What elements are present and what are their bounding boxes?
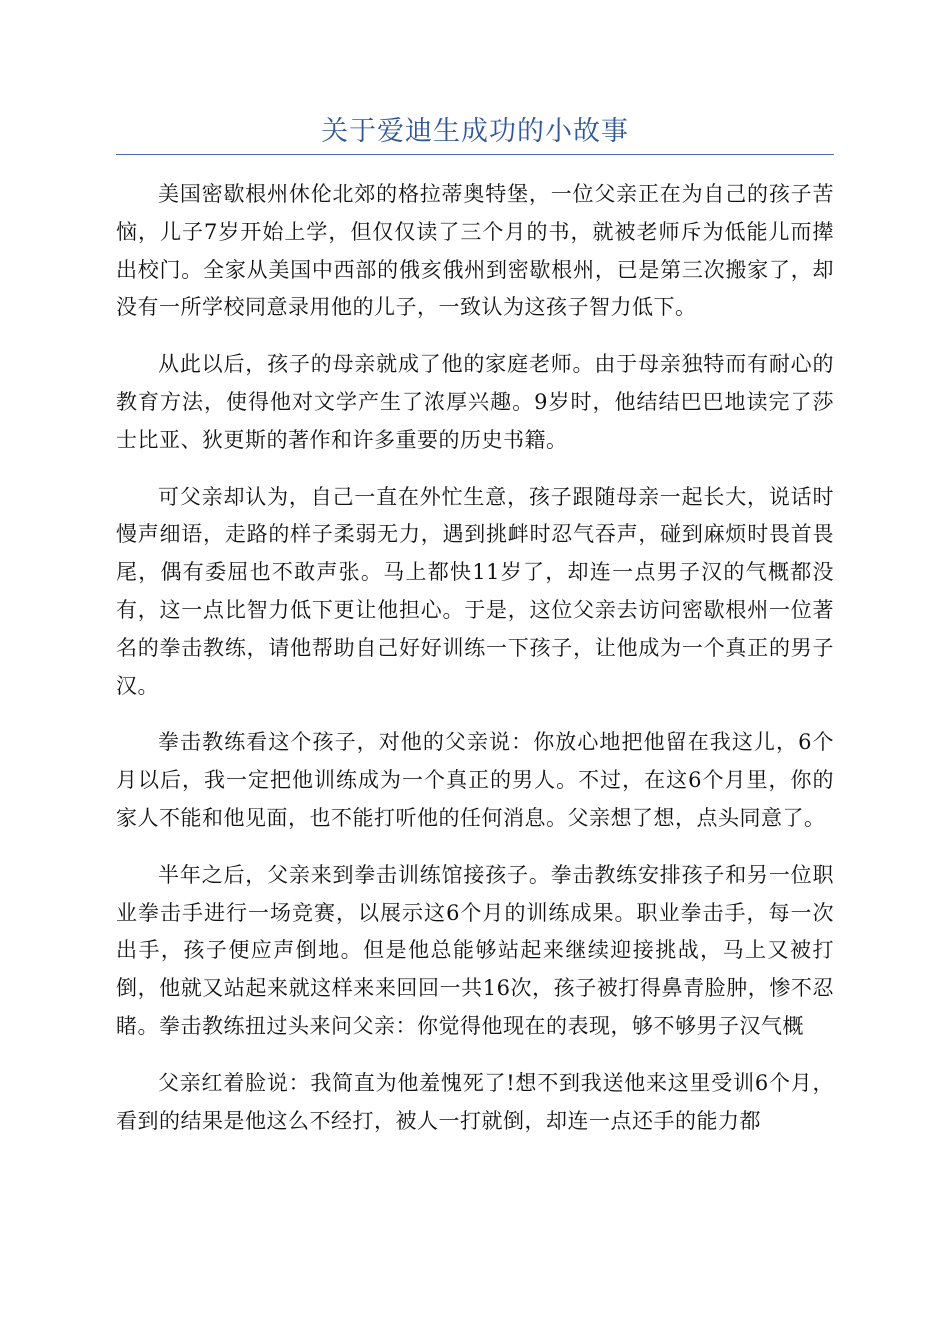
paragraph-4: 拳击教练看这个孩子，对他的父亲说：你放心地把他留在我这儿，6个月以后，我一定把他训练成为一个真正的男人。不过，在这6个月里，你的家人不能和他见面，也不能打听他的任何消息。父亲想了想，点头同意了。 xyxy=(116,730,834,830)
paragraph-1: 美国密歇根州休伦北郊的格拉蒂奥特堡，一位父亲正在为自己的孩子苦恼，儿子7岁开始上学，但仅仅读了三个月的书，就被老师斥为低能儿而撵出校门。全家从美国中西部的俄亥俄州到密歇根州，已是第三次搬家了，却没有一所学校同意录用他的儿子，一致认为这孩子智力低下。 xyxy=(116,182,834,320)
paragraph-5: 半年之后，父亲来到拳击训练馆接孩子。拳击教练安排孩子和另一位职业拳击手进行一场竞赛，以展示这6个月的训练成果。职业拳击手，每一次出手，孩子便应声倒地。但是他总能够站起来继续迎接挑战，马上又被打倒，他就又站起来就这样来来回回一共16次，孩子被打得鼻青脸肿，惨不忍睹。拳击教练扭过头来问父亲：你觉得他现在的表现，够不够男子汉气概 xyxy=(116,862,834,1038)
paragraph-2: 从此以后，孩子的母亲就成了他的家庭老师。由于母亲独特而有耐心的教育方法，使得他对文学产生了浓厚兴趣。9岁时，他结结巴巴地读完了莎士比亚、狄更斯的著作和许多重要的历史书籍。 xyxy=(116,352,834,452)
paragraph-6: 父亲红着脸说：我简直为他羞愧死了!想不到我送他来这里受训6个月，看到的结果是他这么不经打，被人一打就倒，却连一点还手的能力都 xyxy=(116,1070,834,1133)
title-underline xyxy=(116,154,834,155)
paragraph-3: 可父亲却认为，自己一直在外忙生意，孩子跟随母亲一起长大，说话时慢声细语，走路的样子柔弱无力，遇到挑衅时忍气吞声，碰到麻烦时畏首畏尾，偶有委屈也不敢声张。马上都快11岁了，却连一点男子汉的气概都没有，这一点比智力低下更让他担心。于是，这位父亲去访问密歇根州一位著名的拳击教练，请他帮助自己好好训练一下孩子，让他成为一个真正的男子汉。 xyxy=(116,484,834,698)
document-body xyxy=(116,176,834,1159)
document-title: 关于爱迪生成功的小故事 xyxy=(321,116,629,147)
